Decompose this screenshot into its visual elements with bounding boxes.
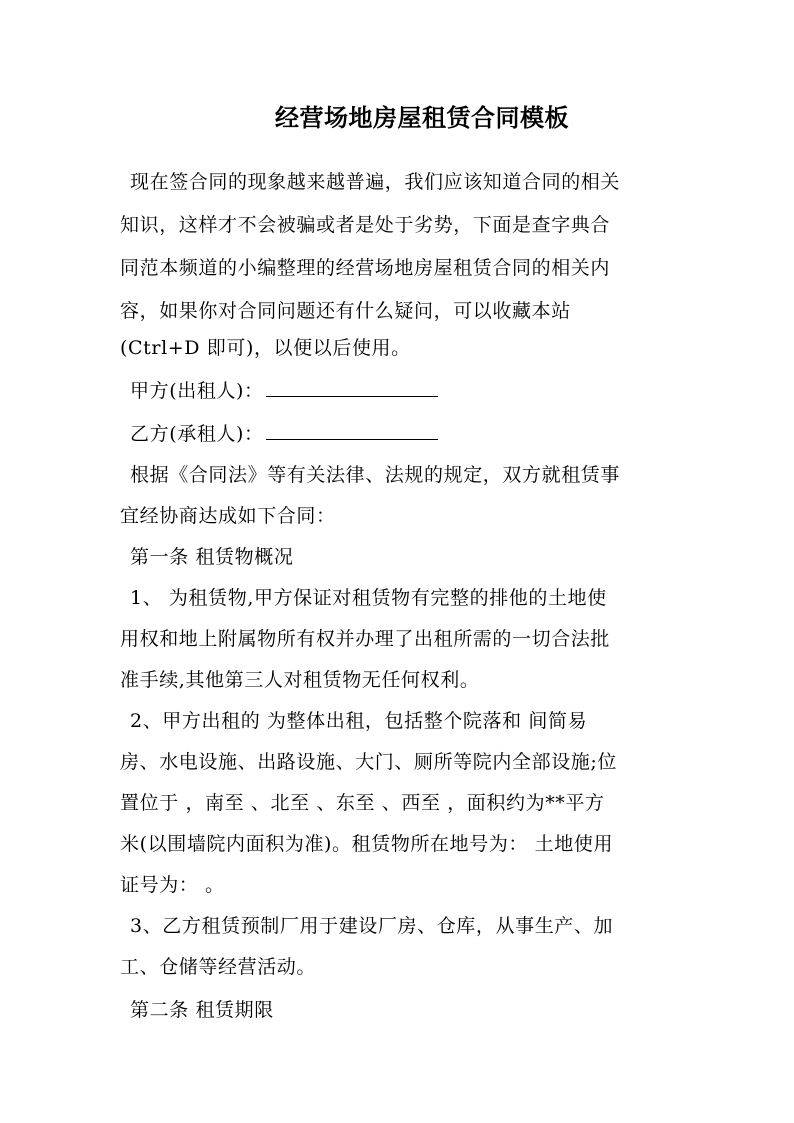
section-heading: 第一条 租赁物概况 — [130, 546, 294, 568]
paragraph-line: 知识，这样才不会被骗或者是处于劣势，下面是查字典合 — [120, 214, 611, 236]
party-b-line — [130, 422, 690, 446]
party-a-line — [130, 379, 690, 403]
paragraph-line: (Ctrl+D 即可)，以便以后使用。 — [120, 337, 411, 359]
party-a-blank — [266, 380, 438, 397]
paragraph-line: 3、乙方租赁预制厂用于建设厂房、仓库，从事生产、加 — [130, 915, 614, 937]
paragraph-line: 1、 为租赁物,甲方保证对租赁物有完整的排他的土地使 — [130, 587, 607, 609]
paragraph-line: 工、仓储等经营活动。 — [120, 956, 317, 978]
paragraph-line: 容，如果你对合同问题还有什么疑问，可以收藏本站 — [120, 300, 571, 322]
paragraph-line: 用权和地上附属物所有权并办理了出租所需的一切合法批 — [120, 628, 611, 650]
paragraph-line: 根据《合同法》等有关法律、法规的规定，双方就租赁事 — [130, 464, 621, 486]
paragraph-line: 米(以围墙院内面积为准)。租赁物所在地号为： 土地使用 — [120, 833, 614, 855]
paragraph-line: 现在签合同的现象越来越普遍，我们应该知道合同的相关 — [130, 171, 621, 193]
paragraph-line: 2、甲方出租的 为整体出租，包括整个院落和 间简易 — [130, 710, 588, 732]
party-b-blank — [266, 423, 438, 440]
paragraph-line: 同范本频道的小编整理的经营场地房屋租赁合同的相关内 — [120, 257, 611, 279]
paragraph-line: 证号为： 。 — [120, 874, 225, 896]
section-heading: 第二条 租赁期限 — [130, 999, 274, 1021]
document-title: 经营场地房屋租赁合同模板 — [275, 104, 569, 132]
party-a-label: 甲方(出租人)： — [130, 380, 264, 402]
paragraph-line: 准手续,其他第三人对租赁物无任何权利。 — [120, 669, 480, 691]
party-b-label: 乙方(承租人)： — [130, 423, 264, 445]
paragraph-line: 置位于 ，南至 、北至 、东至 、西至 ，面积约为**平方 — [120, 792, 605, 814]
paragraph-line: 宜经协商达成如下合同： — [120, 505, 336, 527]
paragraph-line: 房、水电设施、出路设施、大门、厕所等院内全部设施;位 — [120, 751, 618, 773]
